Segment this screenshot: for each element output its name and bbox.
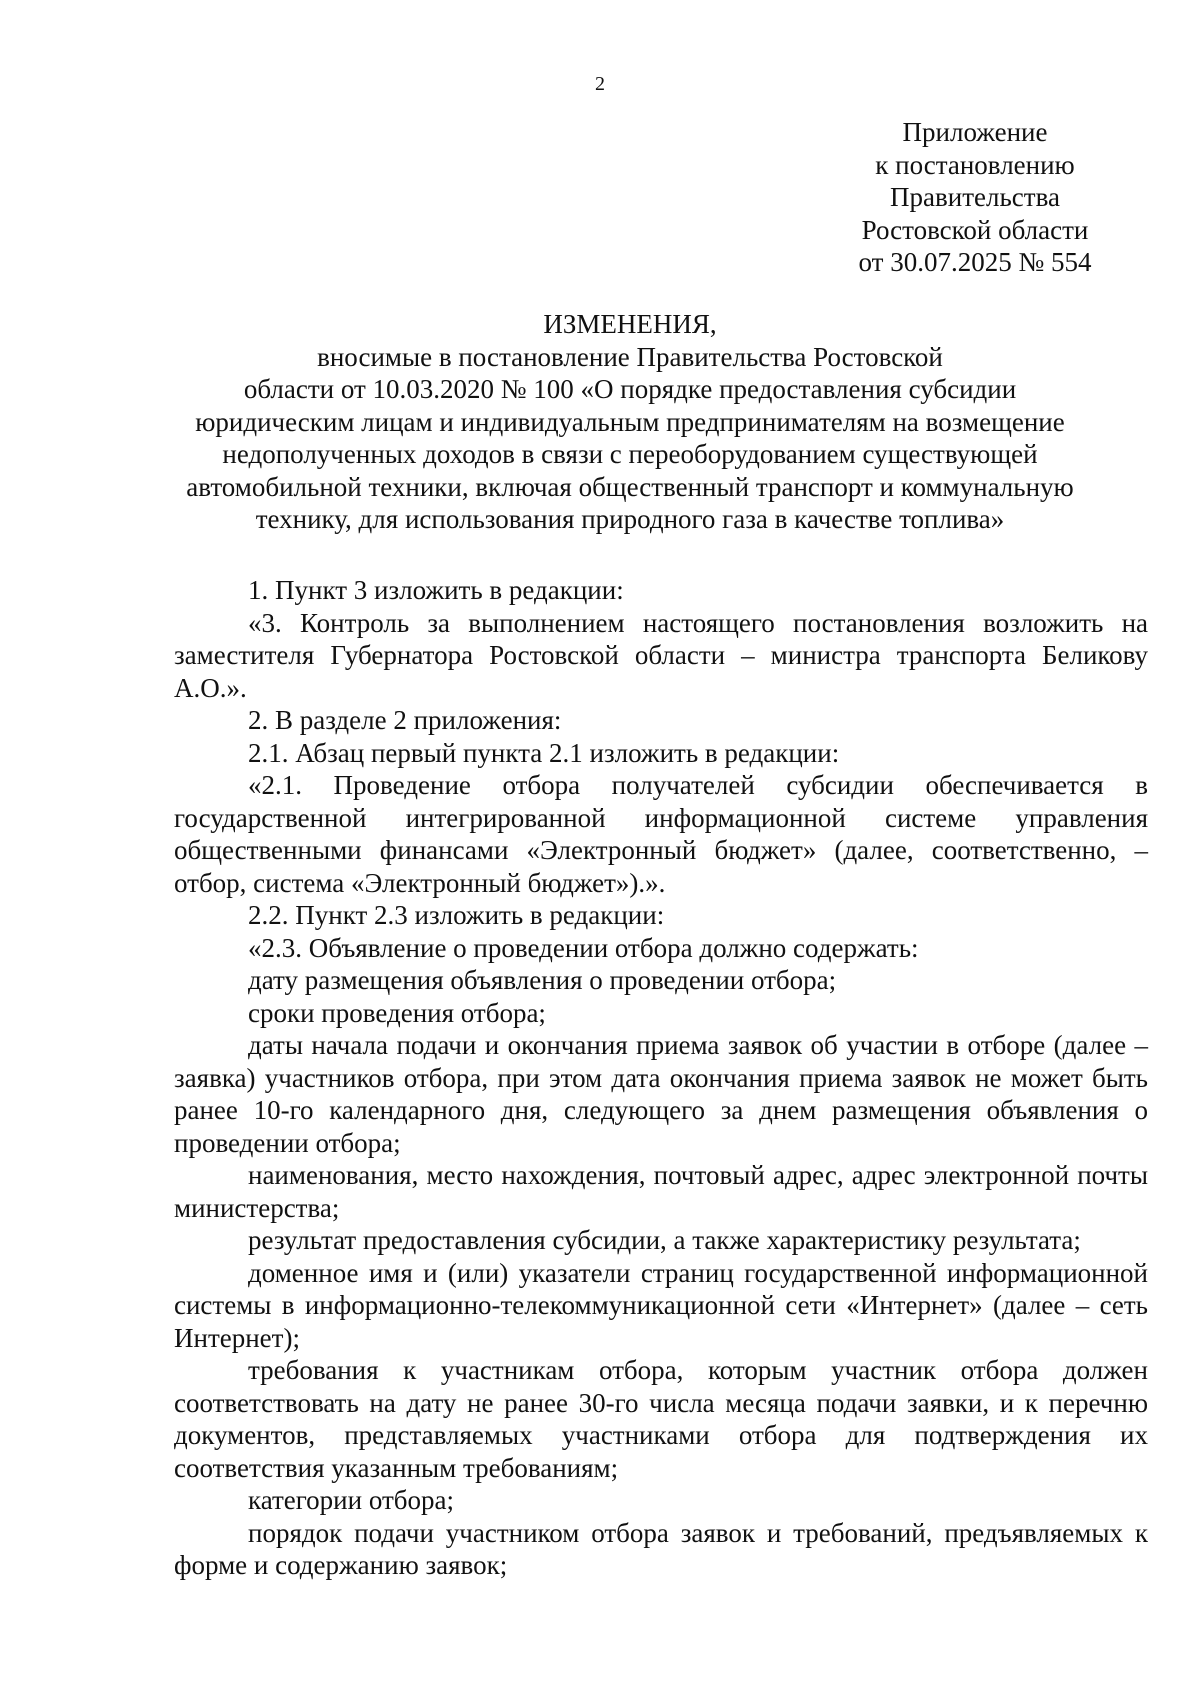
paragraph: «2.1. Проведение отбора получателей субсидии обеспечивается в государственной интегрированной информационной системе управления общественными финансами «Электронный бюджет» (далее, соответственно, – отбор, система «Электронный бюджет»).». bbox=[174, 770, 1148, 898]
document-title bbox=[150, 308, 1110, 536]
paragraph: сроки проведения отбора; bbox=[248, 997, 546, 1028]
paragraph: даты начала подачи и окончания приема заявок об участии в отборе (далее – заявка) участников отбора, при этом дата окончания приема заявок не может быть ранее 10-го календарного дня, следующего за днем размещения объявления о проведении отбора; bbox=[174, 1030, 1148, 1158]
paragraph: дату размещения объявления о проведении отбора; bbox=[248, 965, 837, 995]
title-line: вносимые в постановление Правительства Ростовской bbox=[317, 341, 943, 372]
paragraph: порядок подачи участником отбора заявок и требований, предъявляемых к форме и содержанию заявок; bbox=[174, 1517, 1148, 1580]
title-line: автомобильной техники, включая общественный транспорт и коммунальную bbox=[186, 471, 1074, 502]
paragraph: результат предоставления субсидии, а также характеристику результата; bbox=[248, 1225, 1081, 1255]
document-body bbox=[174, 574, 1148, 1582]
appendix-line: к постановлению bbox=[875, 149, 1075, 180]
title-line: технику, для использования природного газа в качестве топлива» bbox=[255, 504, 1005, 534]
paragraph: требования к участникам отбора, которым участник отбора должен соответствовать на дату не ранее 30-го числа месяца подачи заявки, и к перечню документов, представляемых участниками отбора для подтверждения их соответствия указанным требованиям; bbox=[174, 1355, 1148, 1483]
paragraph: категории отбора; bbox=[248, 1485, 454, 1515]
paragraph: 2.2. Пункт 2.3 изложить в редакции: bbox=[248, 900, 665, 930]
paragraph: «3. Контроль за выполнением настоящего постановления возложить на заместителя Губернатора Ростовской области – министра транспорта Беликову А.О.». bbox=[174, 607, 1148, 703]
appendix-line: Ростовской области bbox=[861, 214, 1089, 245]
appendix-line: Правительства bbox=[890, 182, 1060, 212]
paragraph: «2.3. Объявление о проведении отбора должно содержать: bbox=[248, 932, 919, 963]
appendix-line: Приложение bbox=[902, 117, 1048, 147]
paragraph: 2.1. Абзац первый пункта 2.1 изложить в редакции: bbox=[248, 737, 840, 768]
title-line: юридическим лицам и индивидуальным предпринимателям на возмещение bbox=[195, 406, 1065, 437]
paragraph: 1. Пункт 3 изложить в редакции: bbox=[248, 575, 624, 605]
appendix-line: от 30.07.2025 № 554 bbox=[858, 247, 1092, 277]
paragraph: доменное имя и (или) указатели страниц государственной информационной системы в информационно-телекоммуникационной сети «Интернет» (далее – сеть Интернет); bbox=[174, 1257, 1148, 1353]
title-line: области от 10.03.2020 № 100 «О порядке предоставления субсидии bbox=[243, 374, 1017, 404]
title-heading: ИЗМЕНЕНИЯ, bbox=[543, 309, 717, 339]
title-line: недополученных доходов в связи с переоборудованием существующей bbox=[222, 439, 1038, 469]
appendix-block bbox=[840, 116, 1110, 279]
paragraph: наименования, место нахождения, почтовый адрес, адрес электронной почты министерства; bbox=[174, 1160, 1148, 1223]
paragraph: 2. В разделе 2 приложения: bbox=[248, 705, 562, 735]
page-number: 2 bbox=[595, 73, 605, 95]
